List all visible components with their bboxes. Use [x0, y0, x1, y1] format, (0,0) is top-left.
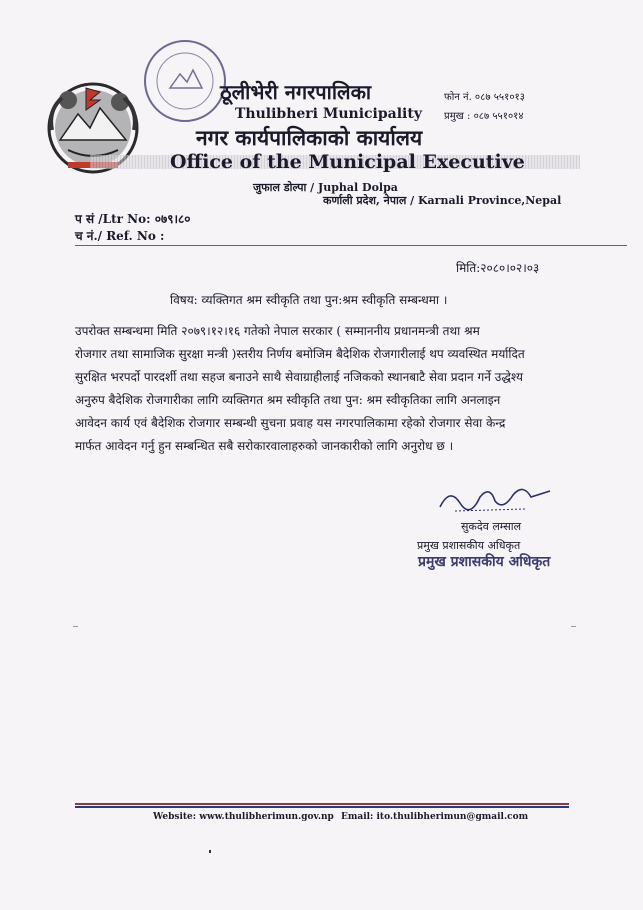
margin-mark	[571, 626, 576, 627]
handwritten-signature-icon	[435, 477, 555, 517]
fax-number: प्रमुख : ०८७ ५५१०१४	[444, 111, 524, 122]
footer-website: Website: www.thulibherimun.gov.np	[153, 812, 334, 822]
office-stamp-icon	[140, 36, 230, 126]
body-line: सुरक्षित भरपर्दो पारदर्शी तथा सहज बनाउने साथै सेवाग्राहीलाई नजिकको स्थानबाटै सेवा प्रदान गर्ने उद्धेश्य	[75, 370, 523, 384]
body-line: रोजगार तथा सामाजिक सुरक्षा मन्त्री )स्तरीय निर्णय बमोजिम बैदेशिक रोजगारीलाई थप व्यवस्थित मर्यादित	[75, 347, 525, 361]
municipality-name-en: Thulibheri Municipality	[235, 106, 422, 122]
reference-number: च नं./ Ref. No :	[75, 229, 165, 243]
body-line: मार्फत आवेदन गर्नु हुन सम्बन्धित सबै सरोकारवालाहरुको जानकारीको लागि अनुरोध छ ।	[75, 439, 454, 453]
letter-date: मिति:२०८०।०२।०३	[456, 261, 540, 275]
signatory-name: सुकदेव लम्साल	[461, 520, 522, 533]
footer-rule-red	[75, 803, 569, 805]
letter-number: प सं /Ltr No: ०७९।८०	[75, 212, 191, 226]
address-line-2: कर्णाली प्रदेश, नेपाल / Karnali Province,Nepal	[323, 194, 562, 207]
body-line: आवेदन कार्य एवं बैदेशिक रोजगार सम्बन्धी सुचना प्रवाह यस नगरपालिकामा रहेको रोजगार सेवा केन्द्र	[75, 416, 506, 430]
office-name-np: नगर कार्यपालिकाको कार्यालय	[196, 125, 423, 150]
office-name-en: Office of the Municipal Executive	[170, 151, 525, 173]
footer-email: Email: ito.thulibherimun@gmail.com	[341, 812, 529, 822]
address-line-1: जुफाल डोल्पा / Juphal Dolpa	[253, 181, 398, 194]
body-line: अनुरुप बैदेशिक रोजगारीका लागि व्यक्तिगत श्रम स्वीकृति तथा पुन: श्रम स्वीकृतिका लागि अनलाइन	[75, 393, 501, 407]
header-divider	[75, 245, 627, 246]
scan-speck	[209, 850, 211, 853]
body-line: उपरोक्त सम्बन्धमा मिति २०७९।१२।१६ गतेको नेपाल सरकार ( सम्माननीय प्रधानमन्त्री तथा श्रम	[75, 324, 480, 338]
municipality-name-np: ठूलीभेरी नगरपालिका	[220, 80, 372, 104]
letter-subject: विषय: व्यक्तिगत श्रम स्वीकृति तथा पुन:श्रम स्वीकृति सम्बन्धमा ।	[170, 293, 448, 307]
phone-number: फोन नं. ०८७ ५५१०१३	[444, 92, 525, 103]
signatory-seal: प्रमुख प्रशासकीय अधिकृत	[418, 554, 551, 570]
signatory-title: प्रमुख प्रशासकीय अधिकृत	[417, 539, 521, 552]
footer-rule-blue	[75, 806, 569, 808]
margin-mark	[73, 626, 78, 627]
